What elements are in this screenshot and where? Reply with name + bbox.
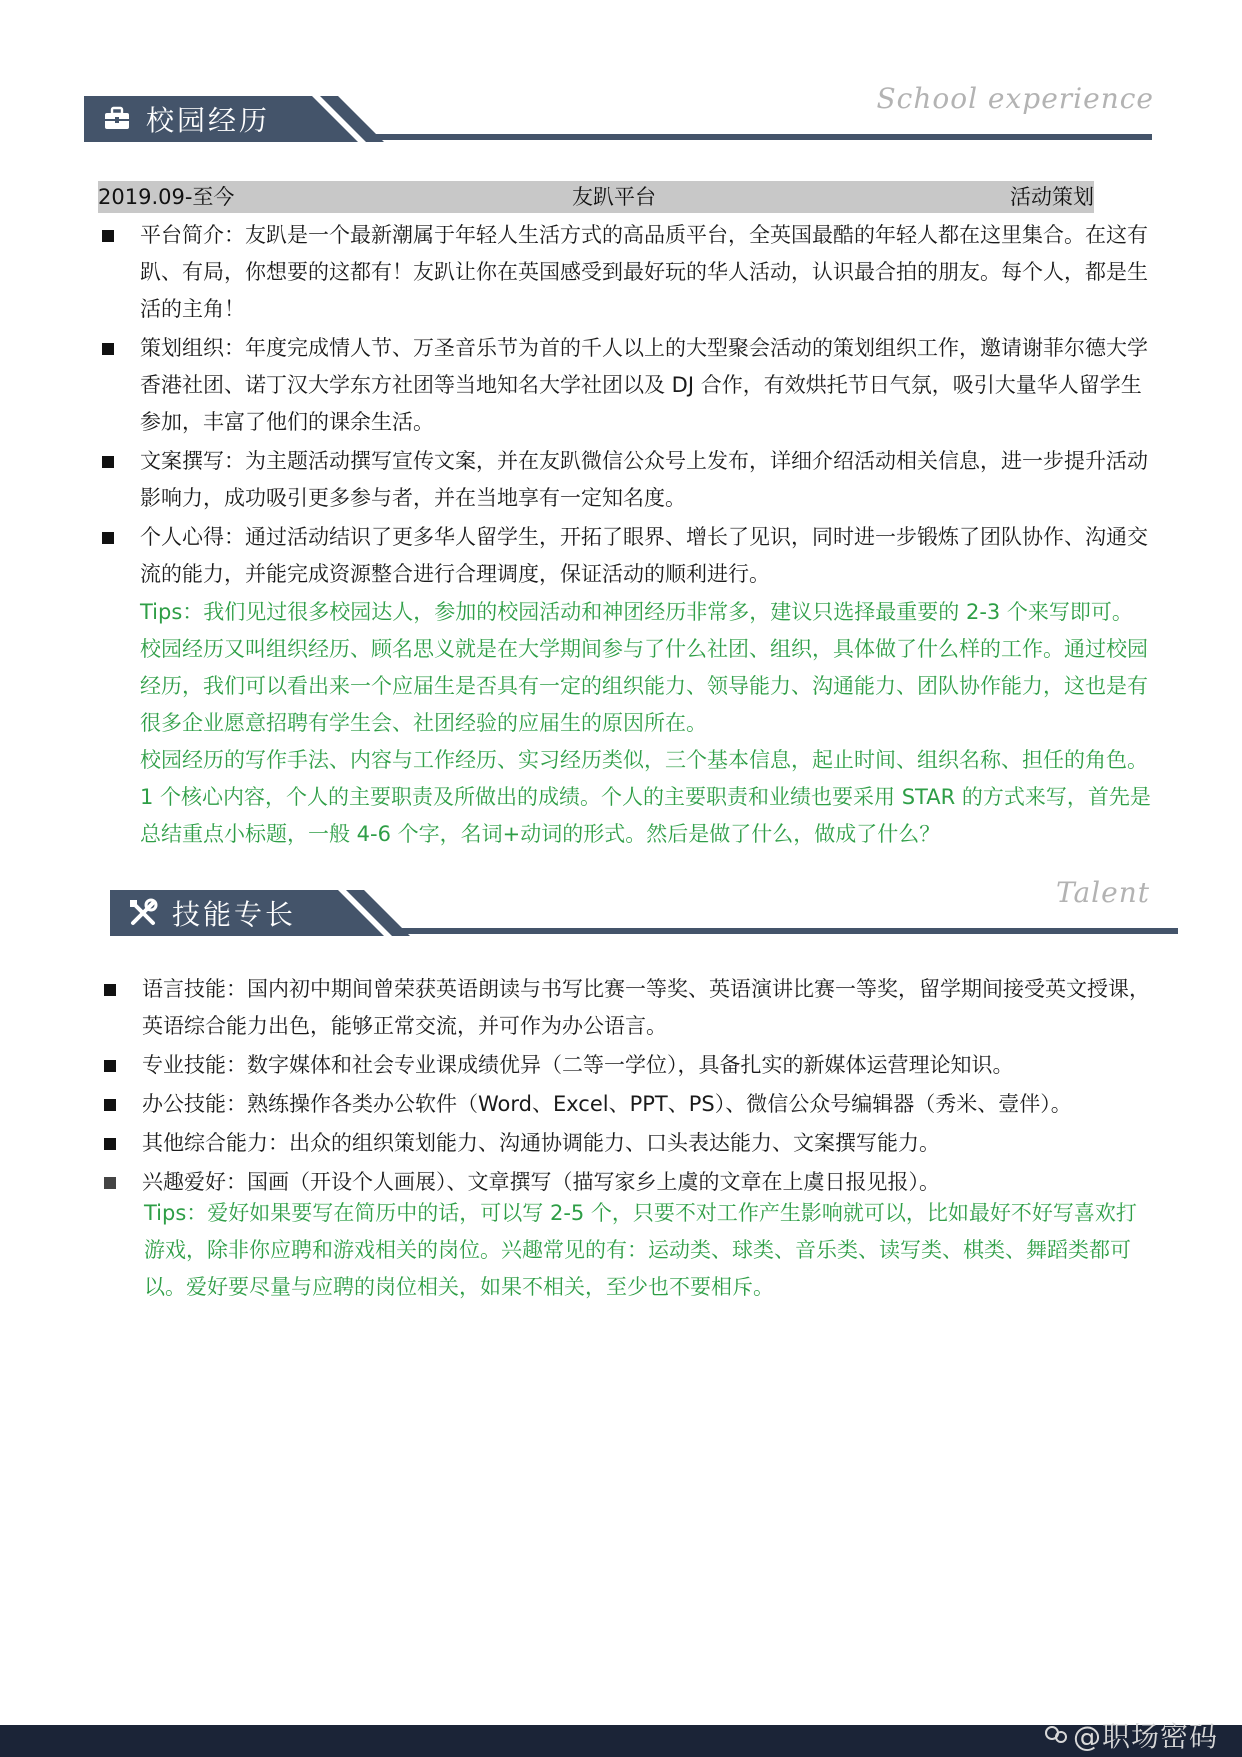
campus-tips — [140, 594, 1152, 853]
bullet-square-icon — [102, 343, 114, 355]
campus-header-line — [374, 134, 1152, 140]
watermark-logo-icon — [1043, 1722, 1069, 1748]
campus-entry-date: 2019.09-至今 — [98, 185, 235, 209]
campus-item-text: 文案撰写：为主题活动撰写宣传文案，并在友趴微信公众号上发布，详细介绍活动相关信息，进一步提升活动影响力，成功吸引更多参与者，并在当地享有一定知名度。 — [140, 449, 1148, 510]
skill-item-text: 专业技能：数字媒体和社会专业课成绩优异（二等一学位），具备扎实的新媒体运营理论知识。 — [142, 1053, 1014, 1077]
bullet-square-icon — [104, 984, 116, 996]
skill-tips — [144, 1195, 1150, 1306]
skill-tip-paragraph: Tips：爱好如果要写在简历中的话，可以写 2-5 个，只要不对工作产生影响就可以，比如最好不好写喜欢打游戏，除非你应聘和游戏相关的岗位。兴趣常见的有：运动类、球类、音乐类、读写类、棋类、舞蹈类都可以。爱好要尽量与应聘的岗位相关，如果不相关，至少也不要相斥。 — [144, 1201, 1137, 1299]
skills-section-title-wrap — [110, 890, 296, 936]
briefcase-icon — [102, 104, 132, 134]
list-item — [100, 1047, 1150, 1084]
list-item — [100, 971, 1150, 1045]
campus-section-header — [84, 82, 1154, 142]
list-item — [98, 519, 1152, 593]
skill-item-text: 办公技能：熟练操作各类办公软件（Word、Excel、PPT、PS）、微信公众号编辑器（秀米、壹伴）。 — [142, 1092, 1072, 1116]
skill-item-text: 其他综合能力：出众的组织策划能力、沟通协调能力、口头表达能力、文案撰写能力。 — [142, 1131, 940, 1155]
bullet-square-icon — [104, 1177, 116, 1189]
watermark — [1043, 1715, 1218, 1755]
bullet-square-icon — [102, 532, 114, 544]
list-item — [98, 330, 1152, 441]
campus-section-title: 校园经历 — [146, 104, 271, 137]
campus-tip-paragraph: 校园经历的写作手法、内容与工作经历、实习经历类似，三个基本信息，起止时间、组织名称、担任的角色。1 个核心内容，个人的主要职责及所做出的成绩。个人的主要职责和业绩也要采用 STAR 的方式来写，首先是总结重点小标题，一般 4-6 个字，名词+动词的形式。然后是做了什么，做成了什么？ — [140, 748, 1151, 846]
skills-section-title: 技能专长 — [172, 898, 297, 931]
campus-item-text: 策划组织：年度完成情人节、万圣音乐节为首的千人以上的大型聚会活动的策划组织工作，邀请谢菲尔德大学香港社团、诺丁汉大学东方社团等当地知名大学社团以及 DJ 合作，有效烘托节日气氛，吸引大量华人留学生参加，丰富了他们的课余生活。 — [140, 336, 1148, 434]
campus-tip-paragraph: Tips：我们见过很多校园达人，参加的校园活动和神团经历非常多，建议只选择最重要的 2-3 个来写即可。校园经历又叫组织经历、顾名思义就是在大学期间参与了什么社团、组织，具体做了什么样的工作。通过校园经历，我们可以看出来一个应届生是否具有一定的组织能力、领导能力、沟通能力、团队协作能力，这也是有很多企业愿意招聘有学生会、社团经验的应届生的原因所在。 — [140, 600, 1148, 735]
bullet-square-icon — [104, 1099, 116, 1111]
campus-entry-dateline — [98, 181, 1094, 213]
campus-section-title-wrap — [84, 96, 270, 142]
campus-item-text: 个人心得：通过活动结识了更多华人留学生，开拓了眼界、增长了见识，同时进一步锻炼了团队协作、沟通交流的能力，并能完成资源整合进行合理调度，保证活动的顺利进行。 — [140, 525, 1148, 586]
skill-item-text: 兴趣爱好：国画（开设个人画展）、文章撰写（描写家乡上虞的文章在上虞日报见报）。 — [142, 1170, 940, 1194]
list-item — [98, 217, 1152, 328]
bullet-square-icon — [104, 1060, 116, 1072]
campus-section-english: School experience — [876, 82, 1154, 115]
skill-item-text: 语言技能：国内初中期间曾荣获英语朗读与书写比赛一等奖、英语演讲比赛一等奖，留学期间接受英文授课，英语综合能力出色，能够正常交流，并可作为办公语言。 — [142, 977, 1150, 1038]
skill-item-list — [100, 971, 1150, 1203]
list-item — [100, 1125, 1150, 1162]
skills-header-line — [400, 928, 1178, 934]
bullet-square-icon — [102, 456, 114, 468]
watermark-text: @职场密码 — [1072, 1720, 1218, 1753]
list-item — [100, 1086, 1150, 1123]
campus-entry-org: 友趴平台 — [572, 185, 656, 209]
bullet-square-icon — [104, 1138, 116, 1150]
skills-section-header — [110, 876, 1178, 936]
tools-icon — [128, 898, 158, 928]
campus-entry-role: 活动策划 — [1010, 185, 1094, 209]
campus-item-text: 平台简介：友趴是一个最新潮属于年轻人生活方式的高品质平台，全英国最酷的年轻人都在这里集合。在这有趴、有局，你想要的这都有！友趴让你在英国感受到最好玩的华人活动，认识最合拍的朋友。每个人，都是生活的主角！ — [140, 223, 1148, 321]
list-item — [98, 443, 1152, 517]
bullet-square-icon — [102, 230, 114, 242]
skills-section-english: Talent — [1055, 876, 1150, 909]
campus-item-list — [98, 217, 1152, 595]
